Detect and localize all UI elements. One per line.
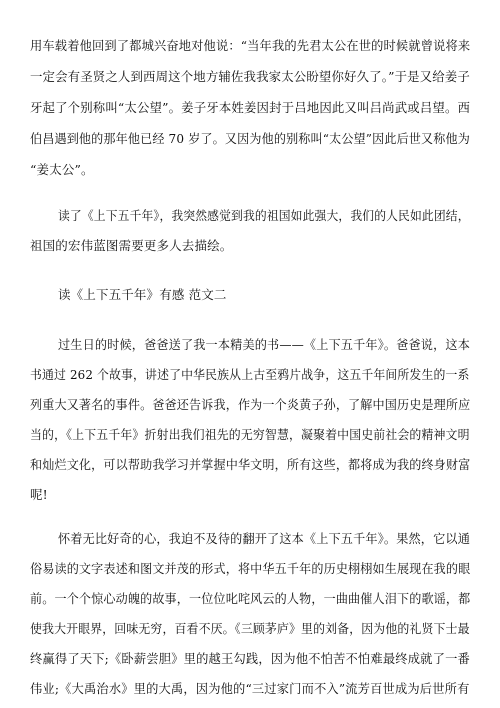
text-line: 终赢得了天下;《卧薪尝胆》里的越王勾践，因为他不怕苦不怕难最终成就了一番 <box>30 651 470 666</box>
text-line: 呢! <box>30 487 48 502</box>
text-line: “姜太公”。 <box>30 162 94 177</box>
text-line: 和灿烂文化，可以帮助我学习并掌握中华文明，所有这些，都将成为我的终身财富 <box>30 457 471 472</box>
text-line: 牙起了个别称叫“太公望”。姜子牙本姓姜因封于吕地因此又叫吕尚武或吕望。西 <box>30 100 471 115</box>
text-line: 书通过 262 个故事，讲述了中华民族从上古至鸦片战争，这五千年间所发生的一系 <box>30 367 470 382</box>
text-line: 列重大又著名的事件。爸爸还告诉我，作为一个炎黄子孙，了解中国历史是理所应 <box>30 397 471 412</box>
text-line: 用车载着他回到了都城兴奋地对他说：“当年我的先君太公在世的时候就曾说将来 <box>30 38 471 53</box>
text-line: 前。一个个惊心动魄的故事，一位位叱咤风云的人物，一曲曲催人泪下的歌谣，都 <box>30 591 471 606</box>
text-line: 过生日的时候，爸爸送了我一本精美的书——《上下五千年》。爸爸说，这本 <box>58 337 470 352</box>
text-line: 伟业;《大禹治水》里的大禹，因为他的“三过家门而不入”流芳百世成为后世所有 <box>30 681 470 696</box>
text-line: 当的，《上下五千年》折射出我们祖先的无穷智慧，凝聚着中国史前社会的精神文明 <box>30 427 470 442</box>
text-line: 伯昌遇到他的那年他已经 70 岁了。又因为他的别称叫“太公望”因此后世又称他为 <box>30 131 470 146</box>
text-line: 一定会有圣贤之人到西周这个地方辅佐我我家太公盼望你好久了。”于是又给姜子 <box>30 69 470 84</box>
text-line: 祖国的宏伟蓝图需要更多人去描绘。 <box>30 238 233 253</box>
text-line: 使我大开眼界，回味无穷，百看不厌。《三顾茅庐》里的刘备，因为他的礼贤下士最 <box>30 621 470 636</box>
text-line: 读了《上下五千年》，我突然感觉到我的祖国如此强大，我们的人民如此团结， <box>58 208 470 223</box>
section-heading: 读《上下五千年》有感 范文二 <box>58 287 227 302</box>
text-line: 俗易读的文字表述和图文并茂的形式，将中华五千年的历史栩栩如生展现在我的眼 <box>30 561 471 576</box>
text-line: 怀着无比好奇的心，我迫不及待的翻开了这本《上下五千年》。果然，它以通 <box>58 531 470 546</box>
